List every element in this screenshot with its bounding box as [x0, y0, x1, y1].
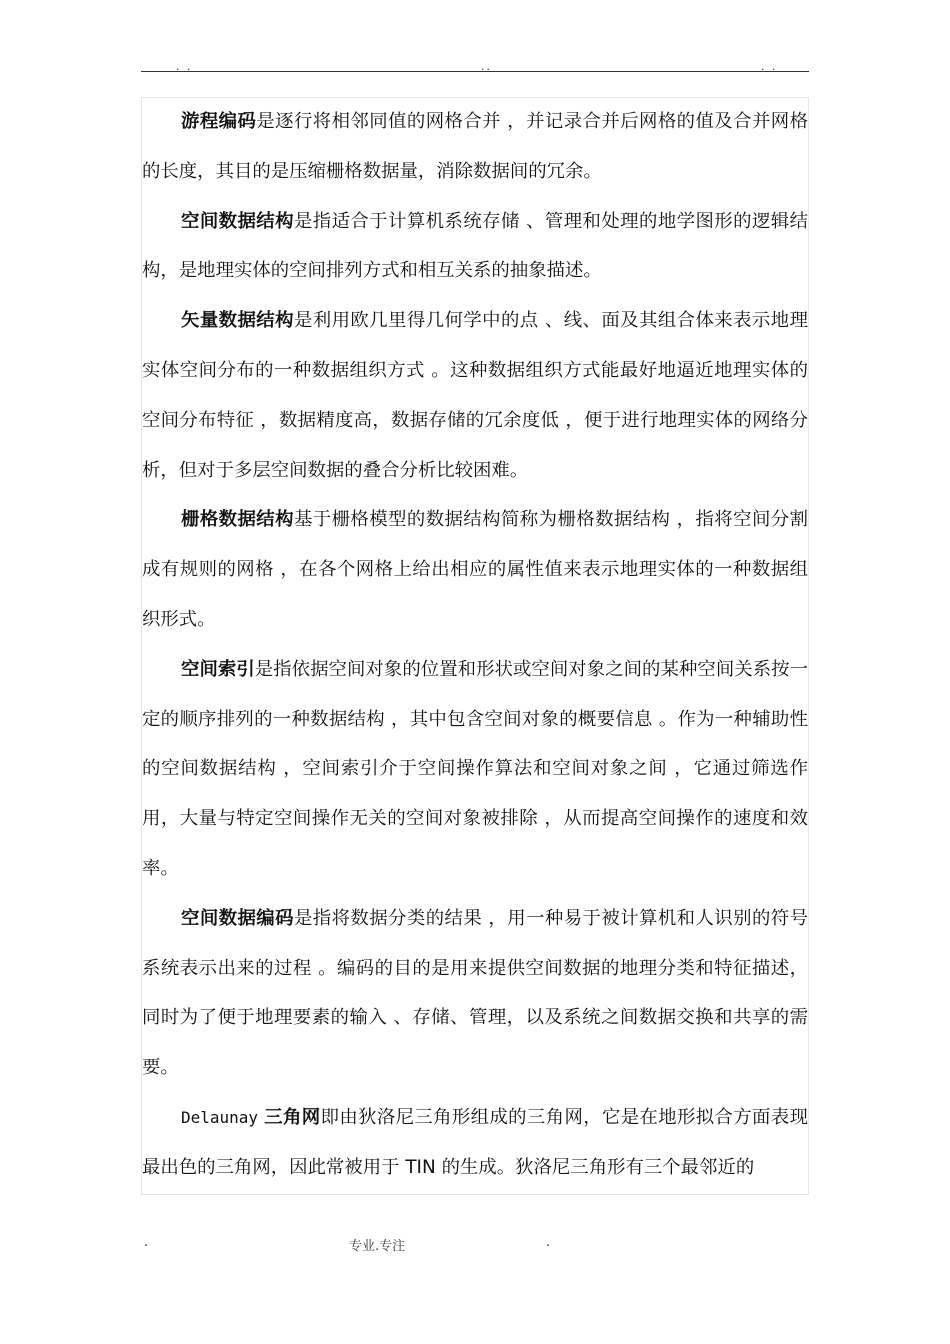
- definition-text: 是逐行将相邻同值的网格合并 ，并记录合并后网格的值及合并网格的长度，其目的是压缩栅格数据量，消除数据间的冗余。: [142, 111, 808, 182]
- header-center-mark: ..: [481, 60, 492, 73]
- definition-term-prefix: Delaunay: [181, 1107, 259, 1127]
- definition-term: 栅格数据结构: [181, 509, 294, 531]
- definition-paragraph-spatial-index: [142, 645, 808, 894]
- header-rule: [141, 71, 809, 72]
- definition-text: 是指依据空间对象的位置和形状或空间对象之间的某种空间关系按一定的顺序排列的一种数据结构 ，其中包含空间对象的概要信息 。作为一种辅助性的空间数据结构 ，空间索引介于空间操作算法和空间对象之间 ，它通过筛选作用，大量与特定空间操作无关的空间对象被排除 ，从而提高空间操作的速度和效率。: [142, 658, 808, 879]
- definition-text: 是利用欧几里得几何学中的点 、线、面及其组合体来表示地理实体空间分布的一种数据组织方式 。这种数据组织方式能最好地逼近地理实体的空间分布特征 ，数据精度高，数据存储的冗余度低 ，便于进行地理实体的网络分析，但对于多层空间数据的叠合分析比较困难。: [142, 310, 808, 481]
- definition-paragraph-vector-data-structure: [142, 296, 808, 495]
- header-right-mark: . .: [761, 60, 778, 73]
- definition-text: 即由狄洛尼三角形组成的三角网，它是在地形拟合方面表现最出色的三角网，因此常被用于 TIN 的生成。狄洛尼三角形有三个最邻近的: [142, 1106, 808, 1178]
- definition-term: 空间索引: [181, 658, 255, 680]
- definition-term: 游程编码: [181, 111, 257, 132]
- footer-left-mark: .: [144, 1235, 149, 1250]
- definition-paragraph-spatial-data-structure: [142, 197, 808, 297]
- document-body: [141, 97, 809, 1195]
- definition-term: 空间数据编码: [181, 907, 294, 929]
- definition-paragraph-run-length-encoding: [142, 97, 808, 197]
- definition-paragraph-delaunay-triangulation: [142, 1093, 808, 1193]
- footer-right-mark: .: [546, 1235, 551, 1250]
- footer-center-text: 专业.专注: [349, 1239, 406, 1254]
- definition-text: 是指适合于计算机系统存储 、管理和处理的地学图形的逻辑结构，是地理实体的空间排列方式和相互关系的抽象描述。: [142, 210, 808, 282]
- definition-term: 空间数据结构: [181, 210, 294, 232]
- definition-term: 三角网: [264, 1106, 321, 1128]
- header-left-mark: . .: [176, 60, 193, 73]
- definition-text: 是指将数据分类的结果 ，用一种易于被计算机和人识别的符号系统表示出来的过程 。编码的目的是用来提供空间数据的地理分类和特征描述，同时为了便于地理要素的输入 、存储、管理，以及系统之间数据交换和共享的需要。: [142, 907, 808, 1079]
- definition-paragraph-spatial-data-encoding: [142, 894, 808, 1093]
- definition-paragraph-raster-data-structure: [142, 495, 808, 644]
- definition-text: 基于栅格模型的数据结构简称为栅格数据结构 ，指将空间分割成有规则的网格 ，在各个网格上给出相应的属性值来表示地理实体的一种数据组织形式。: [142, 509, 808, 630]
- definition-term: 矢量数据结构: [181, 310, 294, 332]
